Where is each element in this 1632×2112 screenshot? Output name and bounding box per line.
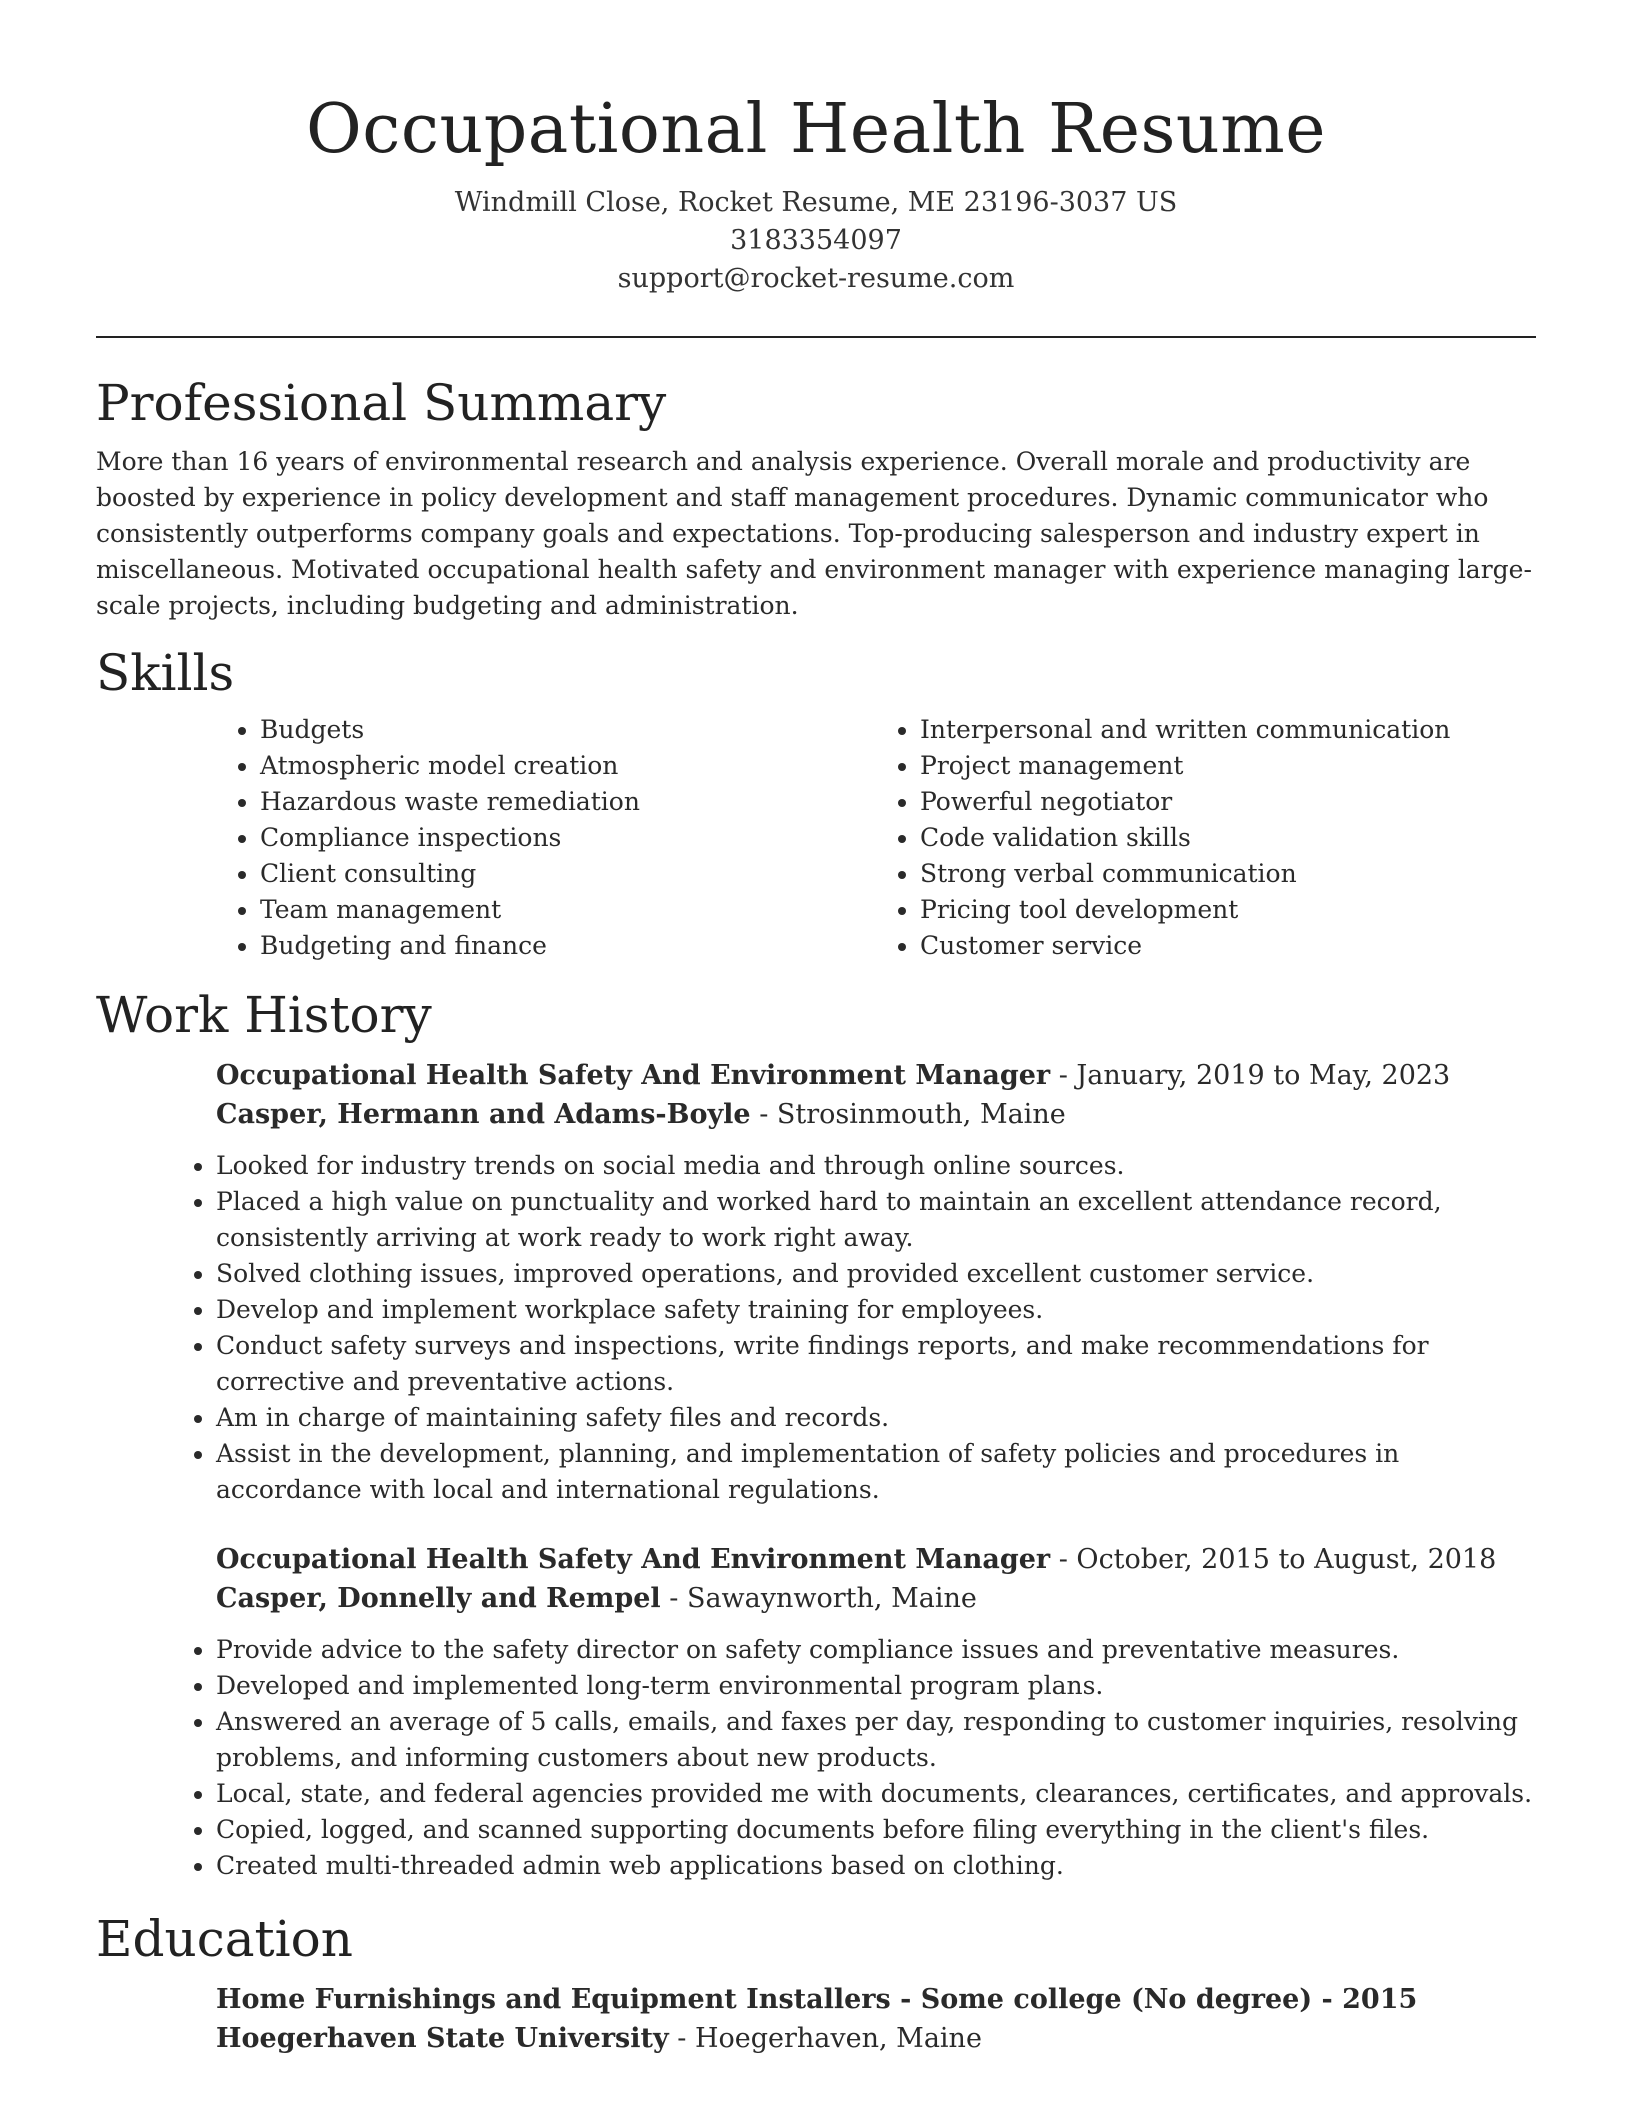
job-bullets: [172, 1632, 1536, 1884]
job-bullet: • Develop and implement workplace safety training for employees.: [216, 1292, 1536, 1328]
work-heading: Work History: [96, 986, 432, 1044]
job-title-line: [216, 1056, 1536, 1095]
job-company: Casper, Hermann and Adams-Boyle: [216, 1099, 751, 1130]
job-bullet: • Created multi-threaded admin web applications based on clothing.: [216, 1848, 1536, 1884]
summary-text: More than 16 years of environmental research and analysis experience. Overall morale and productivity are boosted by experience in policy development and staff management procedures. Dynamic communicator who consistently outperforms company goals and expectations. Top-producing salesperson and industry expert in miscellaneous. Motivated occupational health safety and environment manager with experience managing large-scale projects, including budgeting and administration.: [96, 447, 1532, 620]
job-title: Occupational Health Safety And Environment Manager: [216, 1544, 1051, 1575]
job-location: - Sawaynworth, Maine: [660, 1583, 977, 1614]
job-title-line: [216, 1540, 1536, 1579]
education-section: [96, 1908, 1536, 2058]
contact-phone: 3183354097: [730, 225, 902, 256]
job-bullet: • Developed and implemented long-term environmental program plans.: [216, 1668, 1536, 1704]
skills-columns: [216, 712, 1536, 964]
skill-item: • Team management: [260, 892, 876, 928]
job-company-line: [216, 1579, 1536, 1618]
resume-page: [96, 0, 1536, 2058]
resume-name: Occupational Health Resume: [306, 90, 1326, 169]
education-school: Hoegerhaven State University: [216, 2023, 669, 2054]
header-divider: [96, 336, 1536, 338]
job-bullet: • Conduct safety surveys and inspections, write findings reports, and make recommendations for corrective and preventative actions.: [216, 1328, 1536, 1400]
summary-section: [96, 372, 1536, 624]
job-bullets: [172, 1148, 1536, 1508]
skill-item: • Code validation skills: [920, 820, 1536, 856]
skills-section: [96, 642, 1536, 964]
job-bullet: • Solved clothing issues, improved operations, and provided excellent customer service.: [216, 1256, 1536, 1292]
job-dates: - October, 2015 to August, 2018: [1050, 1544, 1497, 1575]
job-bullet: • Looked for industry trends on social media and through online sources.: [216, 1148, 1536, 1184]
skill-item: • Compliance inspections: [260, 820, 876, 856]
skill-item: • Client consulting: [260, 856, 876, 892]
job-bullet: • Am in charge of maintaining safety files and records.: [216, 1400, 1536, 1436]
job-location: - Strosinmouth, Maine: [750, 1099, 1066, 1130]
job-entry: [216, 1056, 1536, 1508]
contact-email[interactable]: support@rocket-resume.com: [617, 263, 1015, 294]
job-dates: - January, 2019 to May, 2023: [1050, 1060, 1451, 1091]
job-bullet: • Provide advice to the safety director on safety compliance issues and preventative measures.: [216, 1632, 1536, 1668]
skill-item: • Customer service: [920, 928, 1536, 964]
contact-block: [96, 184, 1536, 298]
summary-heading: Professional Summary: [96, 374, 667, 432]
education-degree: Home Furnishings and Equipment Installers - Some college (No degree) - 2015: [216, 1984, 1418, 2015]
skill-item: • Pricing tool development: [920, 892, 1536, 928]
job-bullet: • Placed a high value on punctuality and worked hard to maintain an excellent attendance record, consistently arriving at work ready to work right away.: [216, 1184, 1536, 1256]
job-entry: [216, 1540, 1536, 1884]
skill-item: • Budgeting and finance: [260, 928, 876, 964]
skill-item: • Budgets: [260, 712, 876, 748]
job-bullet: • Assist in the development, planning, and implementation of safety policies and procedures in accordance with local and international regulations.: [216, 1436, 1536, 1508]
job-company-line: [216, 1095, 1536, 1134]
job-bullet: • Local, state, and federal agencies provided me with documents, clearances, certificates, and approvals.: [216, 1776, 1536, 1812]
skill-item: • Interpersonal and written communication: [920, 712, 1536, 748]
skill-item: • Strong verbal communication: [920, 856, 1536, 892]
education-heading: Education: [96, 1910, 353, 1968]
skill-item: • Project management: [920, 748, 1536, 784]
job-company: Casper, Donnelly and Rempel: [216, 1583, 661, 1614]
skills-heading: Skills: [96, 644, 235, 702]
skill-item: • Hazardous waste remediation: [260, 784, 876, 820]
job-bullet: • Answered an average of 5 calls, emails, and faxes per day, responding to customer inquiries, resolving problems, and informing customers about new products.: [216, 1704, 1536, 1776]
education-location: - Hoegerhaven, Maine: [668, 2023, 982, 2054]
skills-list-right: [876, 712, 1536, 964]
skills-list-left: [216, 712, 876, 964]
job-title: Occupational Health Safety And Environment Manager: [216, 1060, 1051, 1091]
skill-item: • Powerful negotiator: [920, 784, 1536, 820]
education-school-line: [216, 2019, 1536, 2058]
work-section: [96, 984, 1536, 1884]
skill-item: • Atmospheric model creation: [260, 748, 876, 784]
job-bullet: • Copied, logged, and scanned supporting documents before filing everything in the client's files.: [216, 1812, 1536, 1848]
education-entry: [216, 1980, 1536, 2058]
contact-address: Windmill Close, Rocket Resume, ME 23196-3037 US: [454, 187, 1178, 218]
